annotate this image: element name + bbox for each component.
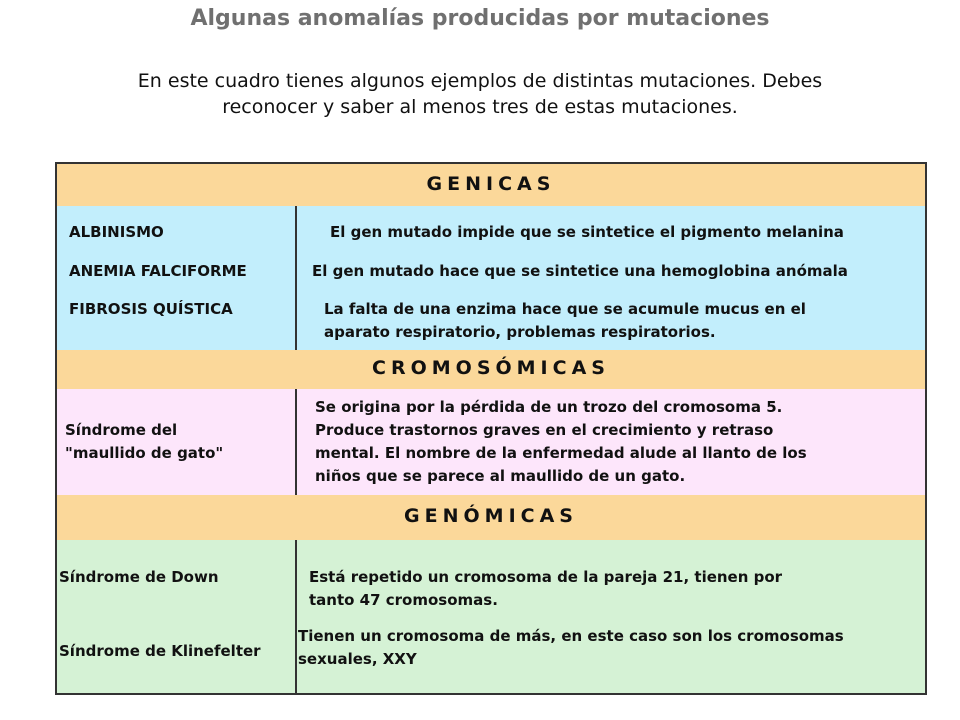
mutations-table <box>55 162 927 695</box>
genicas-desc-2-line-1: La falta de una enzima hace que se acumule mucus en el <box>324 300 806 318</box>
genomicas-header: GENÓMICAS <box>57 495 925 542</box>
genomicas-name-1: Síndrome de Klinefelter <box>59 642 261 660</box>
genicas-name-1: ANEMIA FALCIFORME <box>69 262 247 280</box>
genicas-desc-0: El gen mutado impide que se sintetice el pigmento melanina <box>330 223 844 241</box>
cromosomicas-desc-line-4: niños que se parece al maullido de un gato. <box>315 467 686 485</box>
cromosomicas-name-line-2: "maullido de gato" <box>65 444 224 462</box>
genicas-header: GENICAS <box>57 164 925 208</box>
genomicas-name-0: Síndrome de Down <box>59 568 219 586</box>
intro-text <box>0 68 960 120</box>
cromosomicas-section <box>57 389 925 497</box>
genomicas-desc-1-line-2: sexuales, XXY <box>298 650 417 668</box>
column-divider <box>295 206 297 350</box>
page-title: Algunas anomalías producidas por mutaciones <box>190 6 770 31</box>
cromosomicas-header: CROMOSÓMICAS <box>57 350 925 391</box>
genomicas-section <box>57 540 925 693</box>
genicas-desc-1: El gen mutado hace que se sintetice una hemoglobina anómala <box>312 262 848 280</box>
genomicas-desc-0-line-1: Está repetido un cromosoma de la pareja 21, tienen por <box>309 568 783 586</box>
column-divider <box>295 389 297 495</box>
intro-line-1: En este cuadro tienes algunos ejemplos de distintas mutaciones. Debes <box>137 70 823 92</box>
genomicas-desc-1-line-1: Tienen un cromosoma de más, en este caso son los cromosomas <box>298 627 844 645</box>
genicas-section <box>57 206 925 352</box>
genicas-name-2: FIBROSIS QUÍSTICA <box>69 300 233 318</box>
cromosomicas-desc-line-2: Produce trastornos graves en el crecimiento y retraso <box>315 421 774 439</box>
column-divider <box>295 540 297 693</box>
cromosomicas-name-line-1: Síndrome del <box>65 421 178 439</box>
intro-line-2: reconocer y saber al menos tres de estas mutaciones. <box>222 96 738 118</box>
genicas-name-0: ALBINISMO <box>69 223 164 241</box>
genomicas-desc-0-line-2: tanto 47 cromosomas. <box>309 591 498 609</box>
cromosomicas-desc-line-1: Se origina por la pérdida de un trozo del cromosoma 5. <box>315 398 783 416</box>
genicas-desc-2-line-2: aparato respiratorio, problemas respiratorios. <box>324 323 716 341</box>
cromosomicas-desc-line-3: mental. El nombre de la enfermedad alude al llanto de los <box>315 444 807 462</box>
